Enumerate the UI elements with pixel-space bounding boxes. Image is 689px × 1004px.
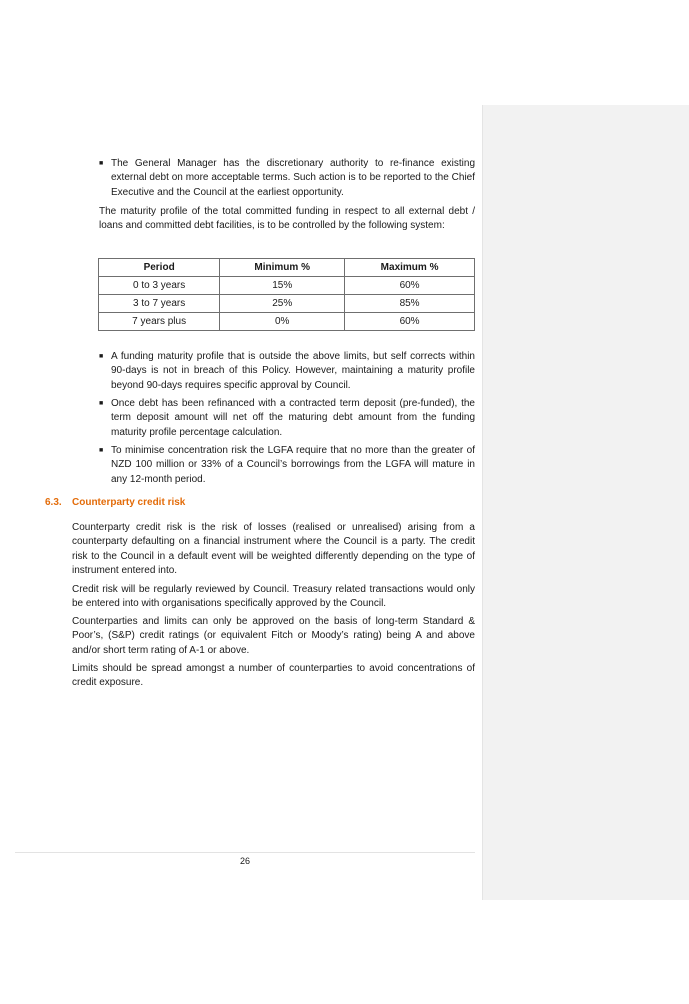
table-cell: 0 to 3 years bbox=[99, 277, 220, 295]
table-cell: 60% bbox=[345, 277, 475, 295]
table-cell: 60% bbox=[345, 313, 475, 331]
section-heading bbox=[45, 497, 185, 508]
table-header: Minimum % bbox=[220, 259, 345, 277]
paragraph: Counterparty credit risk is the risk of losses (realised or unrealised) arising from a counterparty defaulting on a financial instrument where the Council is a party. The credit risk to the Council in a default event will be weighted differently depending on the type of instrument entered into. bbox=[72, 522, 475, 576]
table-cell: 25% bbox=[220, 295, 345, 313]
table-row bbox=[99, 295, 475, 313]
comment-pane[interactable] bbox=[482, 105, 689, 900]
table-header: Maximum % bbox=[345, 259, 475, 277]
maturity-table bbox=[98, 258, 475, 331]
table-cell: 85% bbox=[345, 295, 475, 313]
table-row bbox=[99, 313, 475, 331]
list-item bbox=[99, 397, 475, 440]
table-header-row bbox=[99, 259, 475, 277]
bullet-icon: ■ bbox=[99, 160, 104, 167]
paragraph: Counterparties and limits can only be approved on the basis of long-term Standard & Poor’s, (S&P) credit ratings (or equivalent Fitch or Moody’s rating) being A and above and/or short term rating of A-1 or above. bbox=[72, 616, 475, 656]
table-cell: 0% bbox=[220, 313, 345, 331]
list-item bbox=[99, 444, 475, 487]
page-number: 26 bbox=[239, 856, 250, 866]
table-header: Period bbox=[99, 259, 220, 277]
section-title: Counterparty credit risk bbox=[72, 497, 186, 508]
table-row bbox=[99, 277, 475, 295]
paragraph: Limits should be spread amongst a number of counterparties to avoid concentrations of credit exposure. bbox=[72, 663, 475, 689]
table-cell: 7 years plus bbox=[99, 313, 220, 331]
bullet-text: A funding maturity profile that is outside the above limits, but self corrects within 90-days is not in breach of this Policy. However, maintaining a maturity profile beyond 90-days requires specific approval by Council. bbox=[111, 351, 475, 391]
section-number: 6.3. bbox=[45, 497, 62, 508]
maturity-intro: The maturity profile of the total committed funding in respect to all external debt / loans and committed debt facilities, is to be controlled by the following system: bbox=[99, 206, 475, 232]
bullet-icon: ■ bbox=[99, 447, 104, 454]
bullet-text: To minimise concentration risk the LGFA require that no more than the greater of NZD 100 million or 33% of a Council’s borrowings from the LGFA will mature in any 12-month period. bbox=[111, 445, 475, 485]
table-cell: 3 to 7 years bbox=[99, 295, 220, 313]
list-item bbox=[99, 350, 475, 393]
footer-divider bbox=[15, 852, 475, 853]
table-cell: 15% bbox=[220, 277, 345, 295]
bullet-icon: ■ bbox=[99, 400, 104, 407]
bullet-icon: ■ bbox=[99, 353, 104, 360]
bullet-text: Once debt has been refinanced with a contracted term deposit (pre-funded), the term deposit amount will net off the maturing debt amount from the funding maturity profile percentage calculation. bbox=[111, 398, 475, 438]
list-item bbox=[99, 157, 475, 200]
paragraph: Credit risk will be regularly reviewed by Council. Treasury related transactions would only be entered into with organisations specifically approved by the Council. bbox=[72, 584, 475, 610]
bullet-text: The General Manager has the discretionary authority to re-finance existing external debt on more acceptable terms. Such action is to be reported to the Chief Executive and the Council at the earliest opportunity. bbox=[111, 158, 475, 198]
